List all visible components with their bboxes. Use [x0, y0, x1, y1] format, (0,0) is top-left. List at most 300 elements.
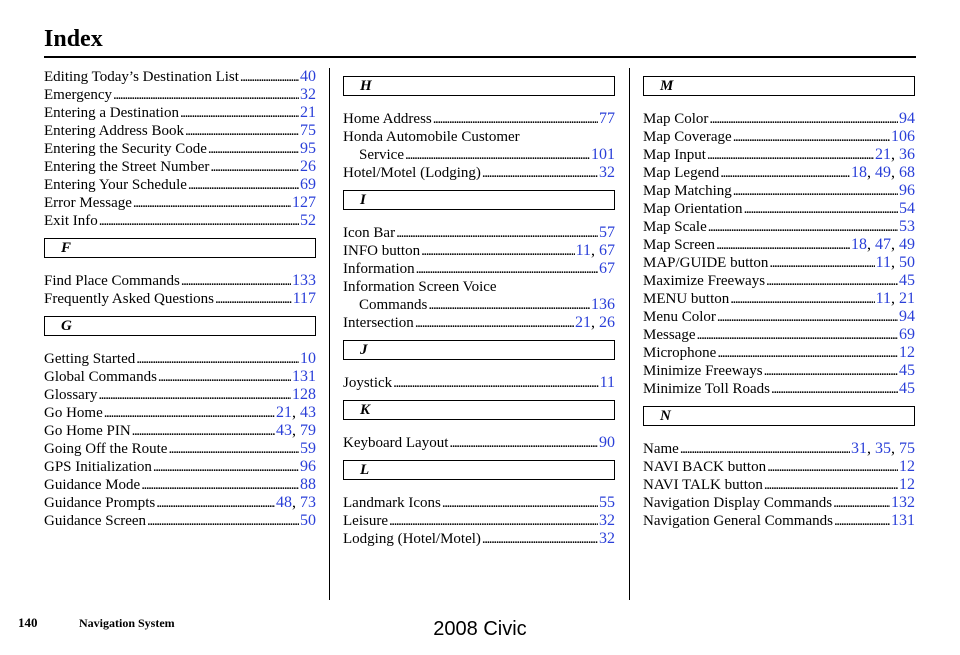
- page-link[interactable]: 11: [575, 242, 591, 259]
- page-link[interactable]: 79: [300, 422, 316, 439]
- index-entry: [44, 272, 316, 290]
- index-entry: [44, 404, 316, 422]
- page-references: [851, 236, 915, 254]
- page-references: [292, 272, 316, 290]
- page-references: [300, 458, 316, 476]
- index-entry: [44, 350, 316, 368]
- page-references: [292, 194, 316, 212]
- page-link[interactable]: 77: [599, 110, 615, 127]
- index-term: Entering the Street Number: [44, 159, 210, 175]
- index-term: Information: [343, 261, 415, 277]
- page-references: [276, 494, 316, 512]
- page-references: [300, 512, 316, 530]
- index-term: Service: [359, 147, 404, 163]
- page-link[interactable]: 40: [300, 68, 316, 85]
- dot-leader: [153, 458, 299, 476]
- page-separator: ,: [867, 164, 875, 181]
- index-entry: [643, 164, 915, 182]
- page-references: [300, 176, 316, 194]
- index-entry: [343, 530, 615, 548]
- page-references: [300, 140, 316, 158]
- index-entry: [343, 260, 615, 278]
- page-references: [276, 422, 316, 440]
- index-term: Icon Bar: [343, 225, 396, 241]
- dot-leader: [147, 512, 299, 530]
- index-entry: [643, 494, 915, 512]
- page-link[interactable]: 43: [276, 422, 292, 439]
- index-term: MENU button: [643, 291, 730, 307]
- dot-leader: [708, 218, 898, 236]
- page-references: [899, 200, 915, 218]
- page-link[interactable]: 21: [276, 404, 292, 421]
- index-entry: [343, 110, 615, 128]
- index-term: Minimize Freeways: [643, 363, 763, 379]
- page-link[interactable]: 47: [875, 236, 891, 253]
- page-link[interactable]: 69: [899, 326, 915, 343]
- dot-leader: [833, 494, 890, 512]
- page-link[interactable]: 106: [891, 128, 915, 145]
- page-link[interactable]: 52: [300, 212, 316, 229]
- dot-leader: [482, 164, 598, 182]
- page-references: [599, 110, 615, 128]
- page-references: [851, 164, 915, 182]
- dot-leader: [764, 476, 898, 494]
- page-separator: ,: [891, 254, 899, 271]
- page-link[interactable]: 26: [300, 158, 316, 175]
- index-entry: [44, 158, 316, 176]
- index-term: Map Color: [643, 111, 709, 127]
- page-references: [599, 512, 615, 530]
- page-references: [599, 530, 615, 548]
- dot-leader: [428, 296, 590, 314]
- index-entry: [44, 458, 316, 476]
- page-references: [300, 212, 316, 230]
- index-term: Navigation Display Commands: [643, 495, 833, 511]
- page-references: [600, 374, 615, 392]
- dot-leader: [405, 146, 590, 164]
- page-references: [300, 440, 316, 458]
- page-link[interactable]: 95: [300, 140, 316, 157]
- dot-leader: [208, 140, 299, 158]
- index-column-3: [643, 68, 915, 530]
- index-term: Joystick: [343, 375, 393, 391]
- page-references: [599, 434, 615, 452]
- page-references: [899, 308, 915, 326]
- index-entry: [643, 236, 915, 254]
- index-entry: [343, 434, 615, 452]
- page-references: [899, 182, 915, 200]
- index-term: Map Screen: [643, 237, 716, 253]
- index-term: Glossary: [44, 387, 98, 403]
- page-link[interactable]: 32: [599, 512, 615, 529]
- column-divider: [629, 68, 630, 600]
- dot-leader: [141, 476, 299, 494]
- page-link[interactable]: 12: [899, 476, 915, 493]
- index-entry: [343, 164, 615, 182]
- page-link[interactable]: 18: [851, 164, 867, 181]
- dot-leader: [98, 386, 291, 404]
- index-entry: [343, 128, 615, 146]
- dot-leader: [104, 404, 275, 422]
- dot-leader: [717, 308, 898, 326]
- page-references: [300, 122, 316, 140]
- index-term: NAVI TALK button: [643, 477, 763, 493]
- index-term: Microphone: [643, 345, 717, 361]
- index-term: Map Legend: [643, 165, 720, 181]
- page-link[interactable]: 55: [599, 494, 615, 511]
- page-link[interactable]: 127: [292, 194, 316, 211]
- index-entry: [44, 212, 316, 230]
- page-link[interactable]: 35: [875, 440, 891, 457]
- index-entry: [643, 146, 915, 164]
- index-entry: [643, 128, 915, 146]
- index-term: Guidance Prompts: [44, 495, 156, 511]
- index-term: GPS Initialization: [44, 459, 152, 475]
- index-entry: [643, 512, 915, 530]
- index-entry: [44, 104, 316, 122]
- index-entry: [643, 476, 915, 494]
- index-entry: [44, 386, 316, 404]
- page-separator: ,: [891, 290, 899, 307]
- index-term: Minimize Toll Roads: [643, 381, 771, 397]
- index-entry: [343, 224, 615, 242]
- index-entry: [643, 254, 915, 272]
- page-link[interactable]: 96: [300, 458, 316, 475]
- page-link[interactable]: 94: [899, 308, 915, 325]
- index-entry: [643, 290, 915, 308]
- dot-leader: [771, 380, 898, 398]
- index-entry: [643, 380, 915, 398]
- dot-leader: [709, 110, 898, 128]
- index-term: Navigation General Commands: [643, 513, 833, 529]
- page-link[interactable]: 12: [899, 458, 915, 475]
- page-link[interactable]: 32: [300, 86, 316, 103]
- page-references: [292, 368, 316, 386]
- index-entry: [343, 278, 615, 296]
- dot-leader: [442, 494, 598, 512]
- index-column-2: [343, 68, 615, 548]
- page-references: [599, 224, 615, 242]
- index-entry: [44, 122, 316, 140]
- page-link[interactable]: 132: [891, 494, 915, 511]
- page-link[interactable]: 75: [899, 440, 915, 457]
- index-term: Go Home PIN: [44, 423, 131, 439]
- page-title: Index: [44, 26, 103, 52]
- title-divider: [44, 56, 916, 58]
- section-letter-header: F: [44, 238, 316, 258]
- index-term: Go Home: [44, 405, 103, 421]
- page-link[interactable]: 96: [899, 182, 915, 199]
- page-link[interactable]: 36: [899, 146, 915, 163]
- dot-leader: [482, 530, 598, 548]
- dot-leader: [449, 434, 598, 452]
- page-link[interactable]: 32: [599, 164, 615, 181]
- page-separator: ,: [591, 314, 599, 331]
- page-separator: ,: [891, 164, 899, 181]
- index-entry: [44, 440, 316, 458]
- page-separator: ,: [292, 404, 300, 421]
- index-term: Guidance Screen: [44, 513, 147, 529]
- page-references: [899, 326, 915, 344]
- dot-leader: [132, 422, 275, 440]
- index-term: Lodging (Hotel/Motel): [343, 531, 481, 547]
- page-link[interactable]: 50: [899, 254, 915, 271]
- index-entry: [643, 362, 915, 380]
- section-letter-header: J: [343, 340, 615, 360]
- page-link[interactable]: 68: [899, 164, 915, 181]
- dot-leader: [733, 128, 890, 146]
- page-references: [891, 494, 915, 512]
- dot-leader: [744, 200, 898, 218]
- page-separator: ,: [891, 440, 899, 457]
- page-references: [599, 494, 615, 512]
- index-term: Map Coverage: [643, 129, 732, 145]
- dot-leader: [156, 494, 275, 512]
- index-term: Global Commands: [44, 369, 157, 385]
- page-separator: ,: [867, 440, 875, 457]
- page-link[interactable]: 50: [300, 512, 316, 529]
- dot-leader: [393, 374, 598, 392]
- index-entry: [643, 218, 915, 236]
- page-link[interactable]: 32: [599, 530, 615, 547]
- page-link[interactable]: 49: [875, 164, 891, 181]
- page-separator: ,: [867, 236, 875, 253]
- page-references: [599, 260, 615, 278]
- page-link[interactable]: 67: [599, 260, 615, 277]
- page-link[interactable]: 75: [300, 122, 316, 139]
- dot-leader: [240, 68, 299, 86]
- index-term: Editing Today’s Destination List: [44, 69, 239, 85]
- index-term: Getting Started: [44, 351, 136, 367]
- index-entry: [643, 272, 915, 290]
- dot-leader: [707, 146, 874, 164]
- dot-leader: [767, 458, 898, 476]
- index-term: Home Address: [343, 111, 432, 127]
- page-link[interactable]: 48: [276, 494, 292, 511]
- page-link[interactable]: 133: [292, 272, 316, 289]
- page-link[interactable]: 18: [851, 236, 867, 253]
- page-separator: ,: [292, 422, 300, 439]
- page-link[interactable]: 67: [599, 242, 615, 259]
- page-link[interactable]: 57: [599, 224, 615, 241]
- page-link[interactable]: 90: [599, 434, 615, 451]
- page-link[interactable]: 73: [300, 494, 316, 511]
- index-term: Map Orientation: [643, 201, 743, 217]
- index-term: Intersection: [343, 315, 414, 331]
- index-entry: [44, 68, 316, 86]
- index-entry: [44, 86, 316, 104]
- index-term: Information Screen Voice: [343, 279, 497, 295]
- dot-leader: [766, 272, 898, 290]
- page-link[interactable]: 136: [591, 296, 615, 313]
- dot-leader: [716, 236, 850, 254]
- index-entry: [343, 512, 615, 530]
- section-letter-header: G: [44, 316, 316, 336]
- dot-leader: [834, 512, 890, 530]
- section-letter-header: K: [343, 400, 615, 420]
- page-link[interactable]: 69: [300, 176, 316, 193]
- page-link[interactable]: 117: [292, 290, 316, 307]
- page-link[interactable]: 21: [899, 290, 915, 307]
- dot-leader: [733, 182, 898, 200]
- dot-leader: [136, 350, 299, 368]
- page-references: [575, 314, 615, 332]
- page-separator: ,: [891, 146, 899, 163]
- index-term: Maximize Freeways: [643, 273, 766, 289]
- page-references: [876, 290, 915, 308]
- index-term: Frequently Asked Questions: [44, 291, 214, 307]
- page-link[interactable]: 26: [599, 314, 615, 331]
- index-entry: [44, 140, 316, 158]
- page-references: [899, 110, 915, 128]
- page-link[interactable]: 10: [300, 350, 316, 367]
- page-link[interactable]: 11: [875, 290, 891, 307]
- dot-leader: [180, 104, 299, 122]
- index-term: Hotel/Motel (Lodging): [343, 165, 481, 181]
- index-entry: [643, 308, 915, 326]
- index-entry: [44, 368, 316, 386]
- index-term: Name: [643, 441, 679, 457]
- page-references: [891, 512, 915, 530]
- index-entry: [643, 182, 915, 200]
- dot-leader: [416, 260, 598, 278]
- index-entry: [643, 458, 915, 476]
- page-references: [899, 272, 915, 290]
- index-entry: [343, 374, 615, 392]
- page-link[interactable]: 45: [899, 272, 915, 289]
- dot-leader: [421, 242, 575, 260]
- dot-leader: [133, 194, 291, 212]
- page-references: [576, 242, 615, 260]
- index-entry: [643, 326, 915, 344]
- index-column-1: [44, 68, 316, 530]
- page-references: [276, 404, 316, 422]
- page-link[interactable]: 21: [575, 314, 591, 331]
- page-references: [891, 128, 915, 146]
- page-separator: ,: [591, 242, 599, 259]
- dot-leader: [185, 122, 299, 140]
- index-term: Guidance Mode: [44, 477, 141, 493]
- page-references: [851, 440, 915, 458]
- page-references: [293, 290, 316, 308]
- index-term: MAP/GUIDE button: [643, 255, 769, 271]
- index-entry: [643, 344, 915, 362]
- index-term: Map Matching: [643, 183, 732, 199]
- section-letter-header: H: [343, 76, 615, 96]
- index-term: Keyboard Layout: [343, 435, 449, 451]
- dot-leader: [415, 314, 574, 332]
- section-letter-header: M: [643, 76, 915, 96]
- dot-leader: [210, 158, 299, 176]
- dot-leader: [389, 512, 598, 530]
- index-term: Map Input: [643, 147, 706, 163]
- index-term: Leisure: [343, 513, 388, 529]
- page-link[interactable]: 53: [899, 218, 915, 235]
- index-entry: [343, 146, 615, 164]
- page-separator: ,: [891, 236, 899, 253]
- page-link[interactable]: 101: [591, 146, 615, 163]
- index-term: Menu Color: [643, 309, 716, 325]
- index-entry: [44, 512, 316, 530]
- page-references: [899, 344, 915, 362]
- dot-leader: [396, 224, 598, 242]
- index-term: Commands: [359, 297, 428, 313]
- index-term: Entering the Security Code: [44, 141, 207, 157]
- index-entry: [643, 200, 915, 218]
- dot-leader: [158, 368, 291, 386]
- page-references: [300, 104, 316, 122]
- dot-leader: [680, 440, 850, 458]
- page-references: [300, 158, 316, 176]
- page-references: [899, 476, 915, 494]
- dot-leader: [433, 110, 598, 128]
- index-term: Emergency: [44, 87, 113, 103]
- page-references: [899, 218, 915, 236]
- page-references: [300, 350, 316, 368]
- index-entry: [343, 494, 615, 512]
- index-term: Map Scale: [643, 219, 707, 235]
- page-references: [876, 254, 915, 272]
- page-link[interactable]: 54: [899, 200, 915, 217]
- section-letter-header: I: [343, 190, 615, 210]
- index-term: Message: [643, 327, 696, 343]
- page-link[interactable]: 12: [899, 344, 915, 361]
- page-references: [300, 86, 316, 104]
- index-term: Entering Your Schedule: [44, 177, 187, 193]
- index-entry: [343, 314, 615, 332]
- page-references: [875, 146, 915, 164]
- page-references: [591, 296, 615, 314]
- index-term: Going Off the Route: [44, 441, 168, 457]
- page-link[interactable]: 49: [899, 236, 915, 253]
- page-link[interactable]: 45: [899, 362, 915, 379]
- page-link[interactable]: 11: [875, 254, 891, 271]
- page-link[interactable]: 128: [292, 386, 316, 403]
- watermark: 2008 Civic: [433, 618, 527, 640]
- page-link[interactable]: 31: [851, 440, 867, 457]
- index-entry: [44, 176, 316, 194]
- dot-leader: [181, 272, 291, 290]
- dot-leader: [764, 362, 898, 380]
- dot-leader: [99, 212, 299, 230]
- index-entry: [343, 242, 615, 260]
- index-entry: [643, 110, 915, 128]
- section-letter-header: L: [343, 460, 615, 480]
- page-link[interactable]: 45: [899, 380, 915, 397]
- page-link[interactable]: 21: [875, 146, 891, 163]
- index-term: NAVI BACK button: [643, 459, 767, 475]
- dot-leader: [188, 176, 299, 194]
- page-references: [300, 476, 316, 494]
- page-link[interactable]: 94: [899, 110, 915, 127]
- dot-leader: [720, 164, 850, 182]
- page-references: [292, 386, 316, 404]
- page-references: [300, 68, 316, 86]
- page-link[interactable]: 131: [891, 512, 915, 529]
- page-link[interactable]: 43: [300, 404, 316, 421]
- dot-leader: [730, 290, 874, 308]
- page-link[interactable]: 59: [300, 440, 316, 457]
- page-link[interactable]: 88: [300, 476, 316, 493]
- page-link[interactable]: 131: [292, 368, 316, 385]
- index-term: INFO button: [343, 243, 421, 259]
- index-entry: [44, 194, 316, 212]
- page-references: [591, 146, 615, 164]
- index-entry: [643, 440, 915, 458]
- dot-leader: [717, 344, 898, 362]
- page-link[interactable]: 21: [300, 104, 316, 121]
- page-link[interactable]: 11: [599, 374, 615, 391]
